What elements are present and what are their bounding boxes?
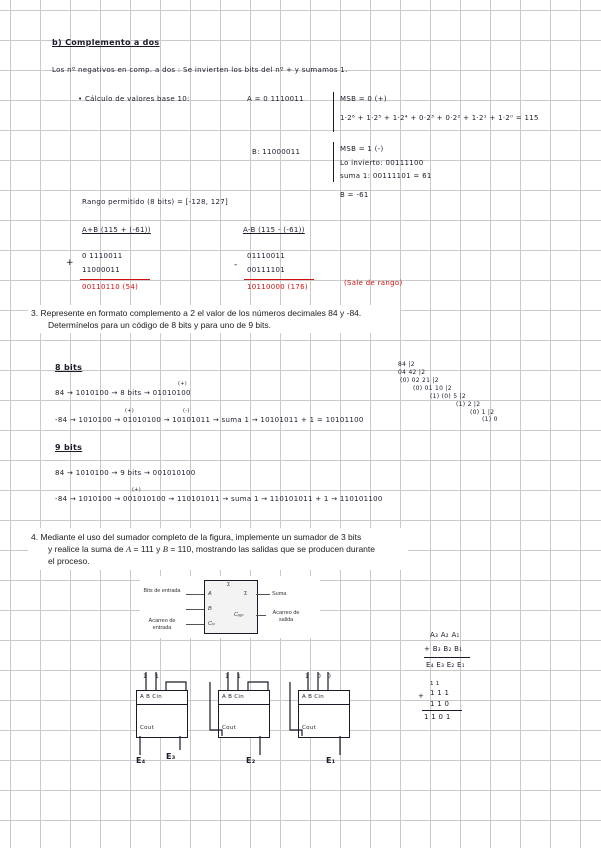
b-msb: MSB = 1 (-)	[340, 145, 384, 153]
op1-row1: 0 1110011	[82, 252, 123, 260]
a-msb: MSB = 0 (+)	[340, 95, 387, 103]
op2-title: A-B (115 - (-61))	[243, 226, 305, 234]
adder-1-a-in: 1	[305, 673, 310, 680]
adder-3-a-in: 1	[143, 673, 148, 680]
div-step-3: (0) 02 21 |2	[400, 377, 439, 384]
op2-minus: -	[234, 260, 238, 270]
side-res: 1 1 0 1	[424, 713, 451, 721]
full-adder-figure	[140, 576, 320, 638]
b-sum1: suma 1: 00111101 = 61	[340, 172, 432, 180]
fig-pin-cout: Cₒᵤₜ	[234, 612, 244, 618]
q3-line2: Determínelos para un código de 8 bits y para uno de 9 bits.	[48, 320, 272, 330]
row-minus84-9bits: -84 → 1010100 → 001010100 → 110101011 → suma 1 → 110101011 + 1 → 110101100	[55, 495, 383, 503]
fig-carry-in: Acarreo de entrada	[148, 618, 176, 631]
row-84-9bits: 84 → 1010100 → 9 bits → 001010100	[55, 469, 196, 477]
a-bracket	[333, 92, 334, 132]
b-bracket	[333, 142, 334, 182]
side-v1: 1 1 1	[430, 689, 450, 697]
row-minus84-9bits-mark: (+)	[132, 487, 141, 493]
div-step-2: 04 42 |2	[398, 369, 426, 376]
row-minus84-8bits-mark1: (+)	[125, 408, 134, 414]
row-84-8bits-mark: (+)	[178, 381, 187, 387]
fig-wire-b	[186, 609, 204, 610]
fig-pin-b: B	[208, 606, 212, 612]
calc-label: • Cálculo de valores base 10:	[78, 95, 190, 103]
op2-result-line	[244, 279, 314, 280]
adder-2-inputs: A B Cin	[222, 694, 244, 700]
q3-line1: 3. Represente en formato complemento a 2 el valor de los números decimales 84 y -84.	[31, 308, 362, 318]
adder-3-inputs: A B Cin	[140, 694, 162, 700]
fig-pin-cin: Cᵢₙ	[208, 621, 215, 627]
q4-line1: 4. Mediante el uso del sumador completo de la figura, implemente un sumador de 3 bits	[31, 532, 362, 542]
output-e4: E₄	[136, 756, 146, 765]
fig-sigma-top: Σ	[227, 582, 231, 588]
row-minus84-8bits: -84 → 1010100 → 01010100 → 10101011 → suma 1 → 10101011 + 1 = 10101100	[55, 416, 364, 424]
b-value: B: 11000011	[252, 148, 301, 156]
output-e1: E₁	[326, 756, 336, 765]
fig-wire-a	[186, 594, 204, 595]
a-value: A = 0 1110011	[247, 95, 304, 103]
a-sum: 1·2⁶ + 1·2⁵ + 1·2⁴ + 0·2³ + 0·2² + 1·2¹ + 1·2⁰ = 115	[340, 114, 539, 122]
adder-2-a-in: 1	[225, 673, 230, 680]
fig-carry-out: Acarreo de salida	[272, 610, 300, 623]
adder-3-cout: Cout	[140, 725, 155, 731]
side-row-e: E₄ E₃ E₂ E₁	[426, 661, 465, 669]
q4-line3: el proceso.	[48, 556, 90, 566]
side-row-b: + B₃ B₂ B₁	[424, 645, 463, 653]
output-e2: E₂	[246, 756, 256, 765]
adder-1-b-in: 0	[317, 673, 322, 680]
op2-note: (Sale de rango)	[344, 279, 403, 287]
div-step-6: (1) 2 |2	[456, 401, 481, 408]
op1-result-line	[80, 279, 150, 280]
side-sum-line	[424, 657, 470, 658]
range: Rango permitido (8 bits) = [-128, 127]	[82, 198, 229, 206]
adder-2-cout: Cout	[222, 725, 237, 731]
div-step-8: (1) 0	[482, 416, 498, 423]
b-invert: Lo invierto: 00111100	[340, 159, 424, 167]
adder-1-inputs: A B Cin	[302, 694, 324, 700]
fig-in-label: Bits de entrada	[143, 588, 181, 594]
row-84-8bits: 84 → 1010100 → 8 bits → 01010100	[55, 389, 191, 397]
op2-result: 10110000 (176)	[247, 283, 308, 291]
side-carry: 1 1	[430, 681, 440, 687]
fig-wire-cin	[186, 624, 204, 625]
op2-row2: 00111101	[247, 266, 286, 274]
op1-title: A+B (115 + (-61))	[82, 226, 151, 234]
div-step-1: 84 |2	[398, 361, 415, 368]
adder-1-cin-in: 0	[327, 673, 332, 680]
h-8bits: 8 bits	[55, 363, 83, 372]
b-result: B = -61	[340, 191, 369, 199]
adder-3-b-in: 1	[155, 673, 160, 680]
fig-wire-cout	[256, 615, 266, 616]
op2-row1: 01110011	[247, 252, 286, 260]
op1-row2: 11000011	[82, 266, 121, 274]
adder-2-b-in: 1	[237, 673, 242, 680]
side-plus: +	[418, 692, 425, 700]
fig-wire-sum	[256, 594, 270, 595]
fig-out-sum: Suma	[272, 591, 287, 597]
div-step-7: (0) 1 |2	[470, 409, 495, 416]
section-b-title: b) Complemento a dos	[52, 38, 160, 47]
op1-result: 00110110 (54)	[82, 283, 139, 291]
div-step-5: (1) (0) 5 |2	[430, 393, 466, 400]
h-9bits: 9 bits	[55, 443, 83, 452]
q4-line2: y realice la suma de A = 111 y B = 110, mostrando las salidas que se producen durante	[48, 544, 375, 554]
fig-pin-a: A	[208, 591, 212, 597]
side-row-a: A₃ A₂ A₁	[430, 631, 460, 639]
fig-pin-sigma: Σ	[244, 591, 248, 597]
output-e3: E₃	[166, 752, 176, 761]
intro-note: Los nº negativos en comp. a dos : Se invierten los bits del nº + y sumamos 1.	[52, 66, 348, 74]
op1-plus: +	[66, 258, 74, 268]
div-step-4: (0) 01 10 |2	[413, 385, 452, 392]
side-v2: 1 1 0	[430, 700, 450, 708]
adder-1-cout: Cout	[302, 725, 317, 731]
side-res-line	[422, 710, 462, 711]
row-minus84-8bits-mark2: (-)	[183, 408, 190, 414]
